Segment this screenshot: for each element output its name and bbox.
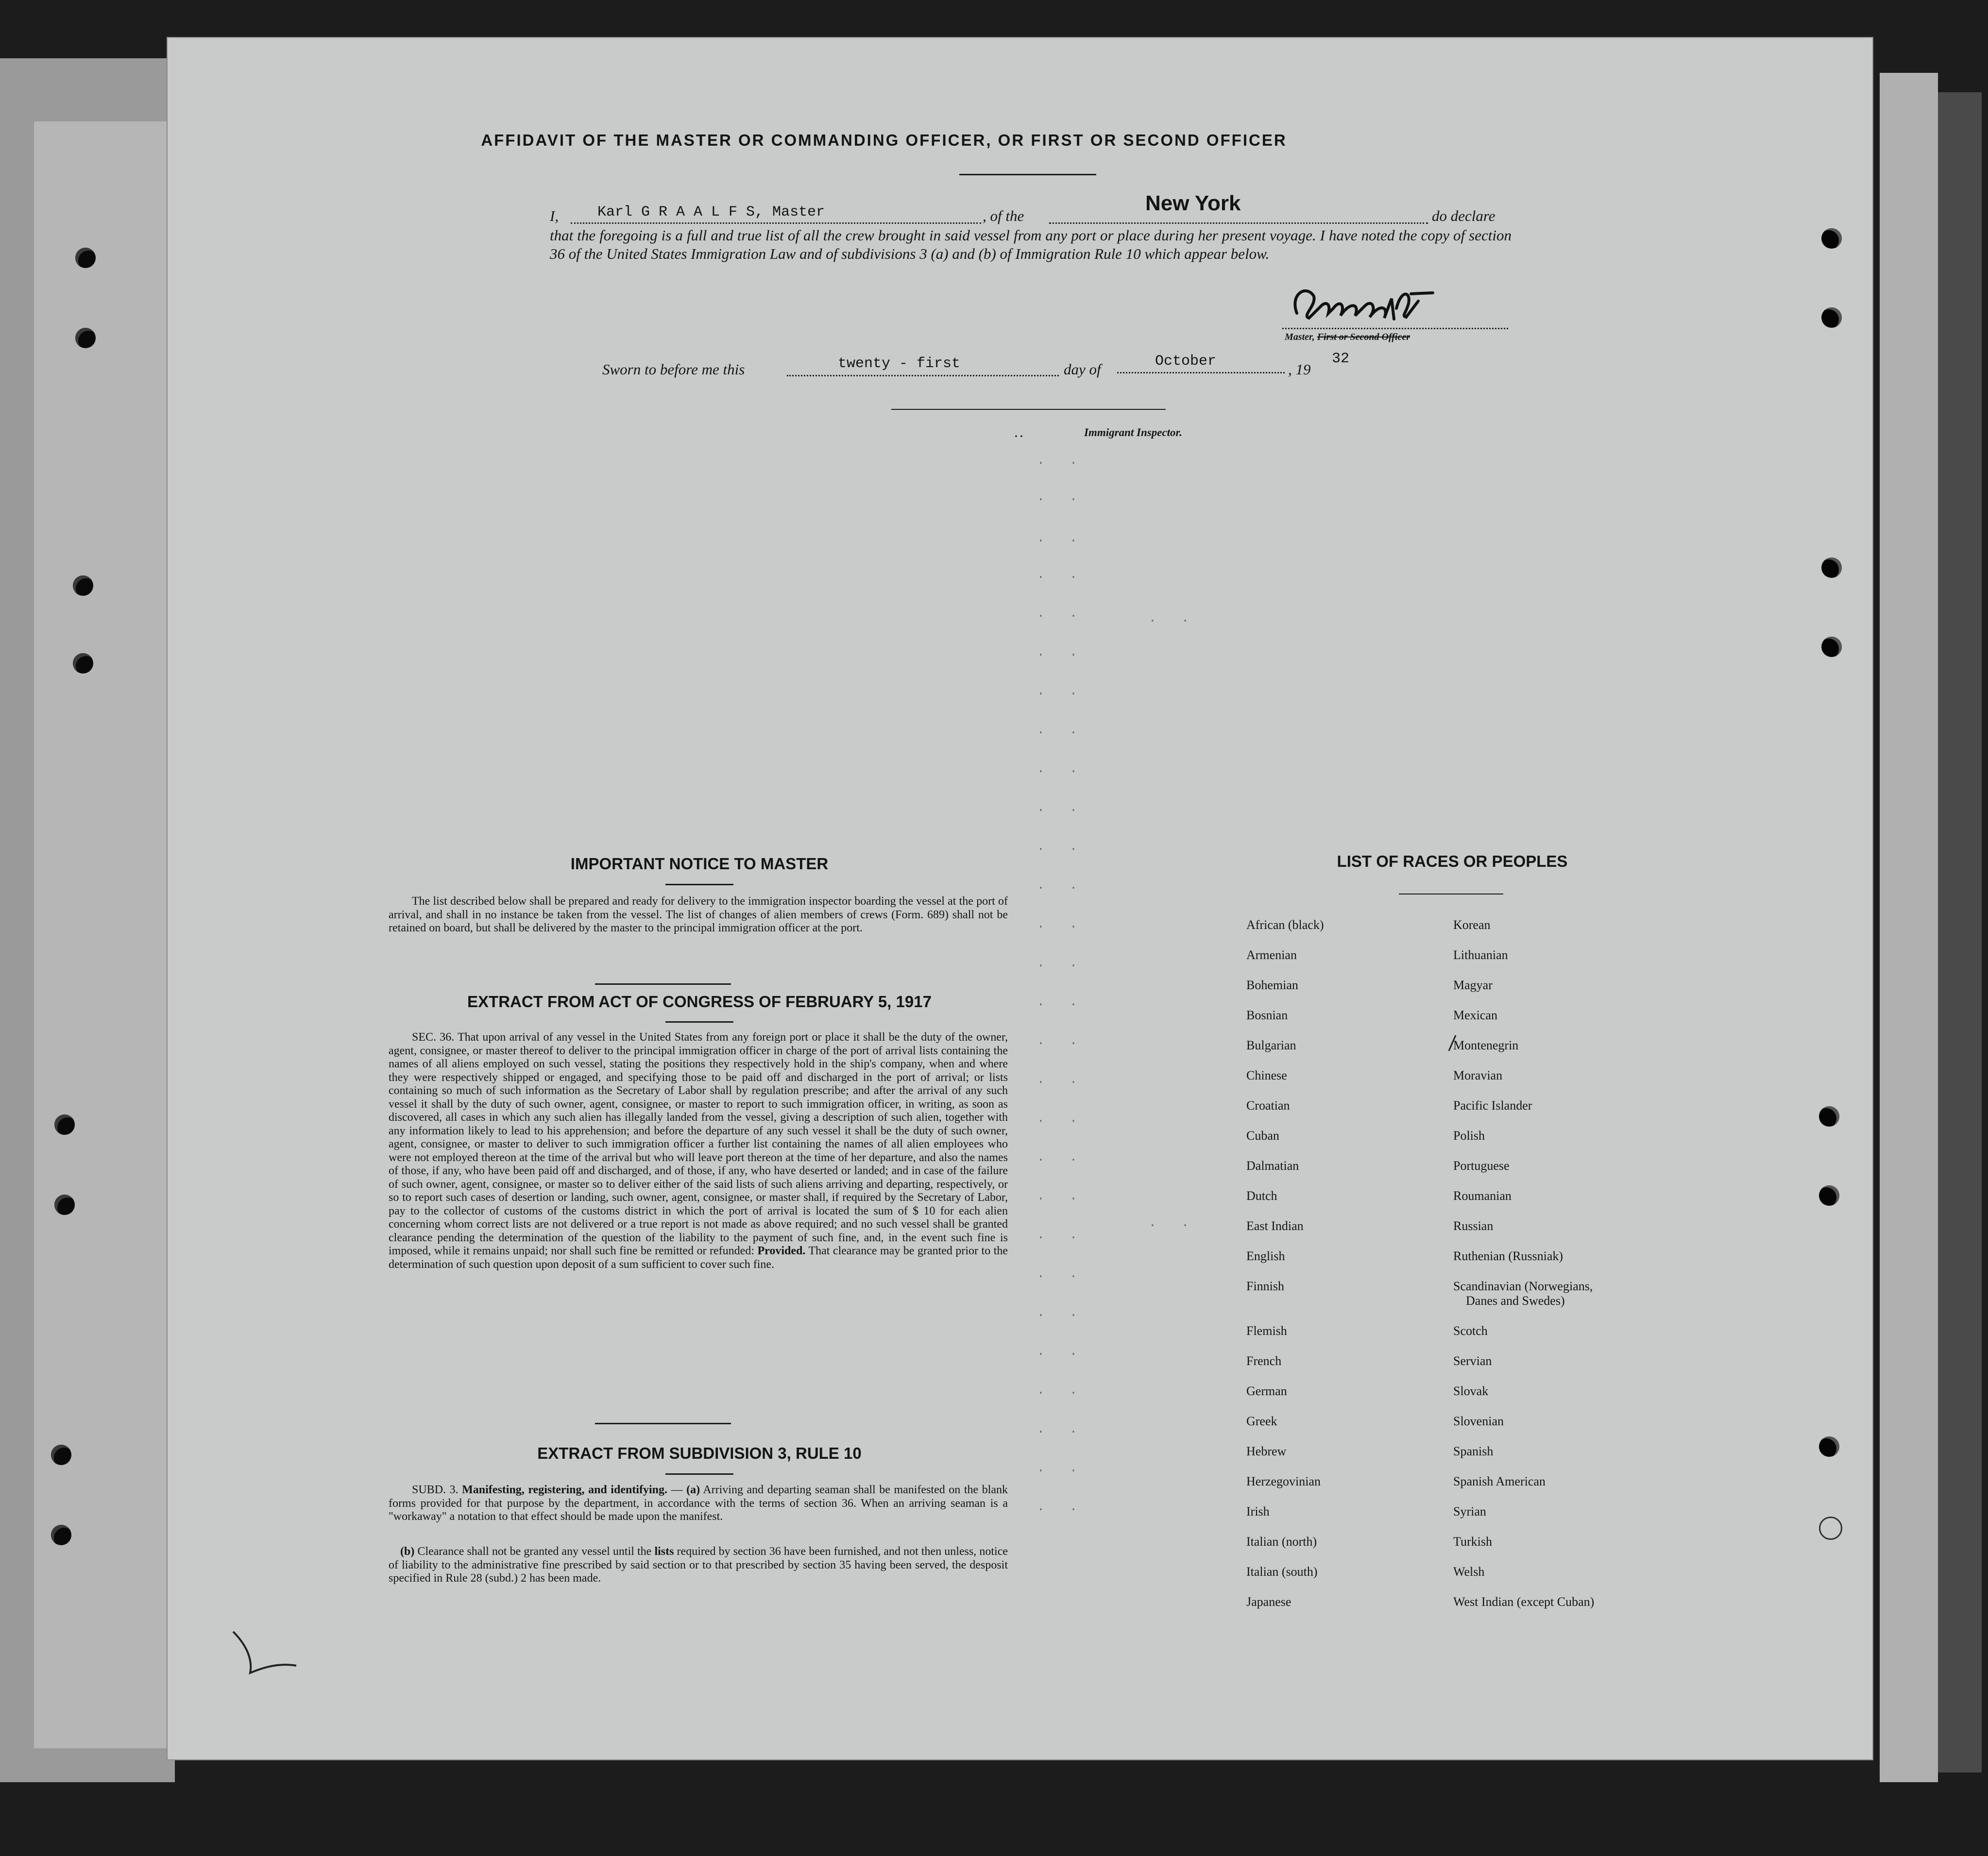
notice-rule [665, 884, 733, 885]
race-item: Irish [1246, 1504, 1270, 1519]
binder-hole [1819, 1185, 1839, 1206]
race-item: East Indian [1246, 1219, 1304, 1233]
race-item: Scotch [1453, 1324, 1488, 1338]
race-item: Chinese [1246, 1068, 1287, 1082]
rule-b-text-2: required by section 36 have been furnished, and not then unless, notice of liability to the administrative fine prescribed by said section or to that prescribed by section 35 having been served, the desposit specified in Rule 28 (subd.) 2 has been made. [389, 1545, 1008, 1585]
sworn-label: Sworn to before me this [602, 361, 745, 378]
sworn-month: October [1155, 353, 1217, 370]
race-item: Slovenian [1453, 1414, 1504, 1428]
binder-hole [73, 653, 93, 674]
race-item: Slovak [1453, 1384, 1489, 1398]
vessel-name-line [1049, 222, 1428, 224]
race-item: Mexican [1453, 1008, 1497, 1022]
race-item: Armenian [1246, 948, 1297, 962]
sworn-month-line [1117, 372, 1285, 373]
binder-hole [1819, 1436, 1839, 1457]
rule-title: EXTRACT FROM SUBDIVISION 3, RULE 10 [537, 1444, 862, 1462]
affidavit-i-label: I, [550, 207, 559, 224]
race-item: Pacific Islander [1453, 1098, 1532, 1113]
race-item: Spanish American [1453, 1474, 1546, 1488]
races-title: LIST OF RACES OR PEOPLES [1337, 852, 1568, 870]
rule-b-text-1: Clearance shall not be granted any vessel until the [417, 1545, 652, 1558]
pencil-tick [1445, 1033, 1460, 1053]
race-item: Bulgarian [1246, 1038, 1296, 1052]
of-the-label: , of the [983, 207, 1024, 224]
race-item: Welsh [1453, 1565, 1485, 1579]
rule-rule [665, 1473, 733, 1475]
rule-subd-prefix: SUBD. 3. [412, 1484, 459, 1496]
section-divider [595, 983, 731, 985]
race-item: Flemish [1246, 1324, 1287, 1338]
affidavit-title: AFFIDAVIT OF THE MASTER OR COMMANDING OFFICER, OR FIRST OR SECOND OFFICER [481, 131, 1287, 149]
binder-hole [51, 1445, 71, 1465]
binder-hole [51, 1525, 71, 1545]
race-item: Dalmatian [1246, 1159, 1299, 1173]
rule-subd-heading: Manifesting, registering, and identifying. [462, 1484, 667, 1496]
race-item: Italian (north) [1246, 1535, 1317, 1549]
race-item: Servian [1453, 1354, 1492, 1368]
race-item: Hebrew [1246, 1444, 1287, 1458]
pencil-mark [228, 1627, 301, 1680]
race-item: Danes and Swedes) [1466, 1294, 1565, 1308]
act-provided: Provided. [757, 1245, 806, 1257]
race-item: Cuban [1246, 1129, 1279, 1143]
act-text-tail: That clearance may be granted prior to the determination of such question upon deposit of a sum sufficient to cover such fine. [389, 1245, 1008, 1271]
race-item: Moravian [1453, 1068, 1503, 1082]
underlying-page-left-strip [34, 121, 175, 1748]
race-item: Lithuanian [1453, 948, 1508, 962]
sworn-day: twenty - first [838, 355, 961, 372]
race-item: African (black) [1246, 918, 1324, 932]
race-item: Russian [1453, 1219, 1494, 1233]
binder-hole [54, 1195, 75, 1215]
rule-a-label: (a) [686, 1484, 700, 1496]
race-item: Korean [1453, 918, 1491, 932]
year-suffix: 32 [1332, 351, 1350, 367]
race-item: Italian (south) [1246, 1565, 1318, 1579]
race-item: Ruthenian (Russniak) [1453, 1249, 1563, 1263]
race-item: English [1246, 1249, 1285, 1263]
year-prefix: , 19 [1288, 361, 1311, 378]
notice-title: IMPORTANT NOTICE TO MASTER [570, 855, 829, 873]
race-item: Finnish [1246, 1279, 1285, 1293]
race-item: Roumanian [1453, 1189, 1512, 1203]
binder-hole [1819, 1517, 1842, 1540]
race-item: Polish [1453, 1129, 1485, 1143]
rule-a-text: Arriving and departing seaman shall be manifested on the blank forms provided for that purpose by the department, in accordance with the terms of section 36. When an arriving seaman is a "workaway" a notation to that effect should be made upon the manifest. [389, 1484, 1008, 1523]
signature-line [1282, 328, 1508, 329]
rule-b-lists: lists [654, 1545, 674, 1558]
title-rule [959, 174, 1096, 175]
race-item: Bohemian [1246, 978, 1298, 992]
binder-hole [1819, 1106, 1839, 1127]
race-item: Magyar [1453, 978, 1493, 992]
race-item: Turkish [1453, 1535, 1492, 1549]
race-item: Syrian [1453, 1504, 1486, 1519]
declare-label: do declare [1432, 207, 1495, 224]
race-item: Herzegovinian [1246, 1474, 1321, 1488]
master-name: Karl G R A A L F S, Master [597, 204, 825, 220]
rule-subd-a: SUBD. 3. Manifesting, registering, and identifying. — (a) Arriving and departing seaman shall be manifested on the blank forms provided for that purpose by the department, in accordance with the terms of section 36. When an arriving seaman is a "workaway" a notation to that effect should be made upon the manifest. [389, 1484, 1008, 1523]
inspector-dots: . . [1015, 427, 1023, 439]
signature-caption [1285, 332, 1410, 343]
section-divider [595, 1423, 731, 1424]
master-name-line [571, 222, 981, 224]
binder-hole [1821, 557, 1842, 578]
signature-caption-master: Master, [1285, 332, 1315, 342]
race-item: Japanese [1246, 1595, 1291, 1609]
binder-hole [75, 328, 96, 348]
act-title: EXTRACT FROM ACT OF CONGRESS OF FEBRUARY 5, 1917 [467, 993, 932, 1011]
signature-caption-struck: First or Second Officer [1317, 332, 1410, 342]
race-item: Greek [1246, 1414, 1277, 1428]
sworn-day-line [787, 375, 1059, 376]
master-signature [1287, 279, 1477, 333]
race-item: Croatian [1246, 1098, 1290, 1113]
notice-text: The list described below shall be prepared and ready for delivery to the immigration inspector boarding the vessel at the port of arrival, and shall in no instance be taken from the vessel. The list of changes of alien members of crews (Form. 689) shall not be retained on board, but shall be delivered by the master to the principal immigration officer at the port. [389, 895, 1008, 934]
binder-hole [54, 1114, 75, 1135]
binder-hole [73, 575, 93, 596]
race-item: Portuguese [1453, 1159, 1510, 1173]
binder-hole [1821, 307, 1842, 328]
day-of-label: day of [1064, 361, 1101, 378]
race-item: French [1246, 1354, 1282, 1368]
race-item: Montenegrin [1453, 1038, 1519, 1052]
race-item: Spanish [1453, 1444, 1494, 1458]
binder-hole [75, 248, 96, 268]
underlying-page-right [1880, 73, 1938, 1782]
rule-subd-b [389, 1545, 1008, 1586]
race-item: Scandinavian (Norwegians, [1453, 1279, 1593, 1293]
binder-hole [1821, 228, 1842, 249]
vessel-name: New York [1145, 191, 1241, 215]
binder-hole [1821, 637, 1842, 657]
bleed-through: . . . . . . . . . . . . . . . . . . . . . . . . . . . . . . . . . . . . . . . . . . . . . . . . . . . . . . . . . . . . [1037, 453, 1198, 1514]
affidavit-body: that the foregoing is a full and true list of all the crew brought in said vessel from any port or place during her present voyage. I have noted the copy of section 36 of the United States Immigration Law and of subdivisions 3 (a) and (b) of Immigration Rule 10 which appear below. [550, 227, 1512, 262]
act-text [389, 1031, 1008, 1271]
inspector-signature-line [891, 409, 1166, 410]
rule-b-label: (b) [400, 1545, 415, 1558]
race-item: Bosnian [1246, 1008, 1288, 1022]
race-item: Dutch [1246, 1189, 1277, 1203]
race-item: West Indian (except Cuban) [1453, 1595, 1595, 1609]
act-rule [665, 1021, 733, 1023]
race-item: German [1246, 1384, 1287, 1398]
act-text-main: SEC. 36. That upon arrival of any vessel in the United States from any foreign port or place it shall be the duty of the owner, agent, consignee, or master thereof to deliver to the principal immigration officer in charge of the port of arrival lists containing the names of all aliens employed on such vessel, stating the positions they respectively hold in the ship's company, when and where they were respectively shipped or engaged, and specifying those to be paid off and discharged in the port of arrival; or lists containing so much of such information as the Secretary of Labor shall by regulation prescribe; and after the arrival of any such vessel it shall by the duty of such owner, agent, consignee, or master to report to such immigration officer, in writing, as soon as discovered, all cases in which any such alien has illegally landed from the vessel, giving a description of such alien, together with any information likely to lead to his apprehension; and before the departure of any such vessel it shall be the duty of such owner, agent, consignee, or master to deliver to such immigration officer a further list containing the names of all alien employees who were not employed thereon at the time of the arrival but who will leave port thereon at the time of her departure, and also the names of those, if any, who have been paid off and discharged, and of those, if any, who have deserted or landed; and in case of the failure of such owner, agent, consignee, or master so to deliver either of the said lists of such aliens arriving and departing, respectively, or so to report such cases of desertion or landing, such owner, agent, consignee, or master shall, if required by the Secretary of Labor, pay to the collector of customs of the customs district in which the port of arrival is located the sum of $ 10 for each alien concerning whom correct lists are not delivered or a true report is not made as above required; and no such vessel shall be granted clearance pending the determination of the question of the liability to the payment of such fine, and, in the event such fine is imposed, while it remains unpaid; nor shall such fine be remitted or refunded: [389, 1031, 1008, 1257]
inspector-label: Immigrant Inspector. [1084, 426, 1182, 439]
